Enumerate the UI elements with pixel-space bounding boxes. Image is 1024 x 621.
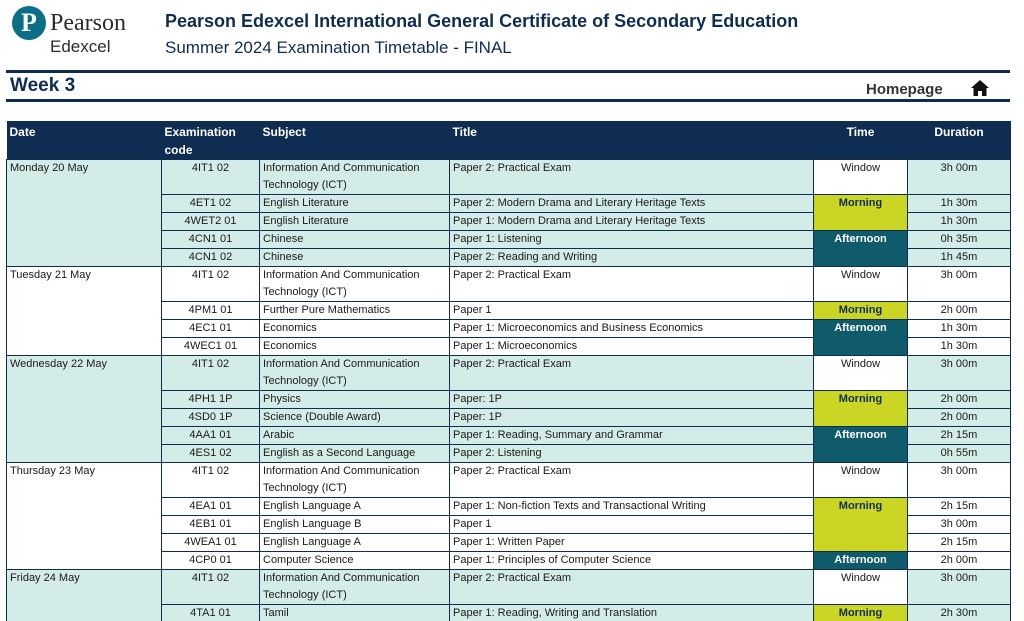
session-morning: Morning xyxy=(814,391,908,427)
session-morning: Morning xyxy=(814,605,908,621)
subject: Economics xyxy=(260,338,450,356)
column-header-date: Date xyxy=(7,121,162,160)
subject: English Language A xyxy=(260,534,450,552)
date-cell: Monday 20 May xyxy=(7,160,162,267)
duration: 2h 00m xyxy=(908,409,1011,427)
session-morning: Morning xyxy=(814,302,908,320)
exam-code: 4ET1 02 xyxy=(162,195,260,213)
paper-title: Paper 1: Principles of Computer Science xyxy=(450,552,814,570)
session-afternoon: Afternoon xyxy=(814,427,908,463)
table-row xyxy=(7,356,1011,391)
subject: English Literature xyxy=(260,213,450,231)
duration: 2h 15m xyxy=(908,427,1011,445)
subject: Information And Communication Technology (ICT) xyxy=(260,570,450,605)
week-heading: Week 3 xyxy=(10,75,76,96)
subject: Physics xyxy=(260,391,450,409)
paper-title: Paper 2: Modern Drama and Literary Heritage Texts xyxy=(450,195,814,213)
duration: 1h 30m xyxy=(908,213,1011,231)
session-window: Window xyxy=(814,570,908,605)
duration: 0h 55m xyxy=(908,445,1011,463)
paper-title: Paper 2: Reading and Writing xyxy=(450,249,814,267)
column-header-code: Examination code xyxy=(162,121,260,160)
duration: 2h 15m xyxy=(908,498,1011,516)
home-icon[interactable] xyxy=(970,79,990,97)
subject: Arabic xyxy=(260,427,450,445)
paper-title: Paper 1: Microeconomics and Business Economics xyxy=(450,320,814,338)
subject: Chinese xyxy=(260,249,450,267)
column-header-subject: Subject xyxy=(260,121,450,160)
date-cell: Tuesday 21 May xyxy=(7,267,162,356)
subject: Economics xyxy=(260,320,450,338)
column-header-title: Title xyxy=(450,121,814,160)
duration: 1h 30m xyxy=(908,195,1011,213)
exam-code: 4IT1 02 xyxy=(162,570,260,605)
paper-title: Paper 1: Reading, Summary and Grammar xyxy=(450,427,814,445)
subject: English as a Second Language xyxy=(260,445,450,463)
duration: 1h 45m xyxy=(908,249,1011,267)
paper-title: Paper 1: Modern Drama and Literary Heritage Texts xyxy=(450,213,814,231)
session-afternoon: Afternoon xyxy=(814,320,908,356)
duration: 3h 00m xyxy=(908,516,1011,534)
subject: Information And Communication Technology (ICT) xyxy=(260,160,450,195)
pearson-edexcel-logo xyxy=(12,6,152,62)
subject: Information And Communication Technology (ICT) xyxy=(260,356,450,391)
duration: 3h 00m xyxy=(908,267,1011,302)
bottom-divider xyxy=(6,99,1010,102)
table-row xyxy=(7,570,1011,605)
paper-title: Paper 1: Reading, Writing and Translation xyxy=(450,605,814,621)
paper-title: Paper 2: Practical Exam xyxy=(450,570,814,605)
table-row xyxy=(7,463,1011,498)
date-cell: Wednesday 22 May xyxy=(7,356,162,463)
paper-title: Paper 1 xyxy=(450,516,814,534)
paper-title: Paper 2: Practical Exam xyxy=(450,160,814,195)
duration: 3h 00m xyxy=(908,356,1011,391)
subject: Tamil xyxy=(260,605,450,621)
column-header-duration: Duration xyxy=(908,121,1011,160)
homepage-link[interactable]: Homepage xyxy=(866,81,943,98)
exam-code: 4SD0 1P xyxy=(162,409,260,427)
logo-name: Pearson xyxy=(50,10,126,36)
exam-code: 4CN1 01 xyxy=(162,231,260,249)
exam-code: 4IT1 02 xyxy=(162,356,260,391)
page-title: Pearson Edexcel International General Certificate of Secondary Education xyxy=(165,11,799,31)
paper-title: Paper 2: Practical Exam xyxy=(450,356,814,391)
exam-code: 4IT1 02 xyxy=(162,463,260,498)
duration: 1h 30m xyxy=(908,320,1011,338)
subject: English Language A xyxy=(260,498,450,516)
session-window: Window xyxy=(814,267,908,302)
subject: English Literature xyxy=(260,195,450,213)
exam-code: 4PM1 01 xyxy=(162,302,260,320)
exam-code: 4WEA1 01 xyxy=(162,534,260,552)
exam-code: 4WET2 01 xyxy=(162,213,260,231)
paper-title: Paper: 1P xyxy=(450,391,814,409)
subject: Computer Science xyxy=(260,552,450,570)
duration: 1h 30m xyxy=(908,338,1011,356)
subject: Chinese xyxy=(260,231,450,249)
duration: 2h 00m xyxy=(908,552,1011,570)
paper-title: Paper 1: Non-fiction Texts and Transactional Writing xyxy=(450,498,814,516)
paper-title: Paper 1: Listening xyxy=(450,231,814,249)
page-subtitle: Summer 2024 Examination Timetable - FINAL xyxy=(165,38,512,57)
duration: 3h 00m xyxy=(908,160,1011,195)
duration: 2h 00m xyxy=(908,302,1011,320)
paper-title: Paper 1: Written Paper xyxy=(450,534,814,552)
table-row xyxy=(7,267,1011,302)
top-divider xyxy=(6,70,1010,73)
table-row xyxy=(7,160,1011,195)
paper-title: Paper 2: Practical Exam xyxy=(450,463,814,498)
table-header-row xyxy=(7,121,1011,160)
exam-code: 4EC1 01 xyxy=(162,320,260,338)
exam-code: 4PH1 1P xyxy=(162,391,260,409)
session-afternoon: Afternoon xyxy=(814,552,908,570)
exam-code: 4TA1 01 xyxy=(162,605,260,621)
session-morning: Morning xyxy=(814,195,908,231)
session-morning: Morning xyxy=(814,498,908,552)
exam-code: 4IT1 02 xyxy=(162,267,260,302)
duration: 2h 30m xyxy=(908,605,1011,621)
duration: 0h 35m xyxy=(908,231,1011,249)
exam-code: 4CP0 01 xyxy=(162,552,260,570)
pearson-logo-mark: P xyxy=(12,6,46,40)
subject: Science (Double Award) xyxy=(260,409,450,427)
exam-code: 4EB1 01 xyxy=(162,516,260,534)
exam-timetable xyxy=(6,121,1011,621)
exam-code: 4CN1 02 xyxy=(162,249,260,267)
duration: 2h 00m xyxy=(908,391,1011,409)
session-afternoon: Afternoon xyxy=(814,231,908,267)
date-cell: Thursday 23 May xyxy=(7,463,162,570)
column-header-time: Time xyxy=(814,121,908,160)
session-window: Window xyxy=(814,356,908,391)
exam-code: 4EA1 01 xyxy=(162,498,260,516)
subject: Further Pure Mathematics xyxy=(260,302,450,320)
exam-code: 4AA1 01 xyxy=(162,427,260,445)
paper-title: Paper 2: Practical Exam xyxy=(450,267,814,302)
duration: 2h 15m xyxy=(908,534,1011,552)
session-window: Window xyxy=(814,160,908,195)
duration: 3h 00m xyxy=(908,463,1011,498)
paper-title: Paper 1: Microeconomics xyxy=(450,338,814,356)
subject: Information And Communication Technology (ICT) xyxy=(260,267,450,302)
exam-code: 4ES1 02 xyxy=(162,445,260,463)
exam-code: 4IT1 02 xyxy=(162,160,260,195)
logo-subtitle: Edexcel xyxy=(50,37,111,56)
subject: Information And Communication Technology (ICT) xyxy=(260,463,450,498)
duration: 3h 00m xyxy=(908,570,1011,605)
exam-code: 4WEC1 01 xyxy=(162,338,260,356)
page-header xyxy=(0,0,1024,70)
paper-title: Paper 1 xyxy=(450,302,814,320)
paper-title: Paper 2: Listening xyxy=(450,445,814,463)
date-cell: Friday 24 May xyxy=(7,570,162,621)
paper-title: Paper: 1P xyxy=(450,409,814,427)
subject: English Language B xyxy=(260,516,450,534)
session-window: Window xyxy=(814,463,908,498)
